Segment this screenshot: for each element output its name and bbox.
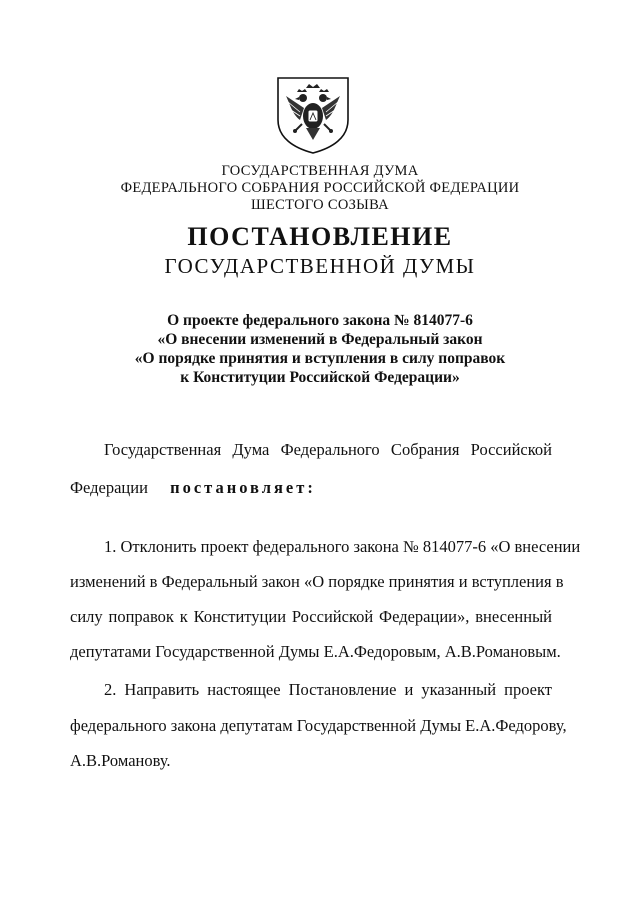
header-line-convocation: ШЕСТОГО СОЗЫВА <box>251 197 389 213</box>
subject-line-4: к Конституции Российской Федерации» <box>180 369 460 386</box>
item2-line-2: федерального закона депутатам Государственной Думы Е.А.Федорову, <box>70 716 567 735</box>
subject-line-1: О проекте федерального закона № 814077-6 <box>167 312 473 329</box>
item2-line-1: 2. Направить настоящее Постановление и указанный проект <box>104 680 552 699</box>
header-line-assembly: ФЕДЕРАЛЬНОГО СОБРАНИЯ РОССИЙСКОЙ ФЕДЕРАЦИИ <box>120 180 520 196</box>
item1-line-4: депутатами Государственной Думы Е.А.Федоровым, А.В.Романовым. <box>70 642 561 661</box>
preamble-verb: постановляет: <box>170 478 316 497</box>
preamble-line-1: Государственная Дума Федерального Собрания Российской <box>104 440 552 459</box>
item2-line-3: А.В.Романову. <box>70 751 171 770</box>
item1-line-2: изменений в Федеральный закон «О порядке принятия и вступления в <box>70 572 564 591</box>
coat-of-arms-icon <box>272 74 354 156</box>
document-subtitle: ГОСУДАРСТВЕННОЙ ДУМЫ <box>164 254 476 278</box>
item1-line-1: 1. Отклонить проект федерального закона № 814077-6 «О внесении <box>104 537 581 556</box>
preamble-line-2 <box>70 478 316 498</box>
header-line-duma: ГОСУДАРСТВЕННАЯ ДУМА <box>221 163 419 179</box>
subject-line-2: «О внесении изменений в Федеральный закон <box>157 331 483 348</box>
document-title: ПОСТАНОВЛЕНИЕ <box>187 222 453 251</box>
preamble-federation: Федерации <box>70 478 148 497</box>
subject-line-3: «О порядке принятия и вступления в силу поправок <box>134 350 506 367</box>
item1-line-3: силу поправок к Конституции Российской Федерации», внесенный <box>70 607 552 626</box>
